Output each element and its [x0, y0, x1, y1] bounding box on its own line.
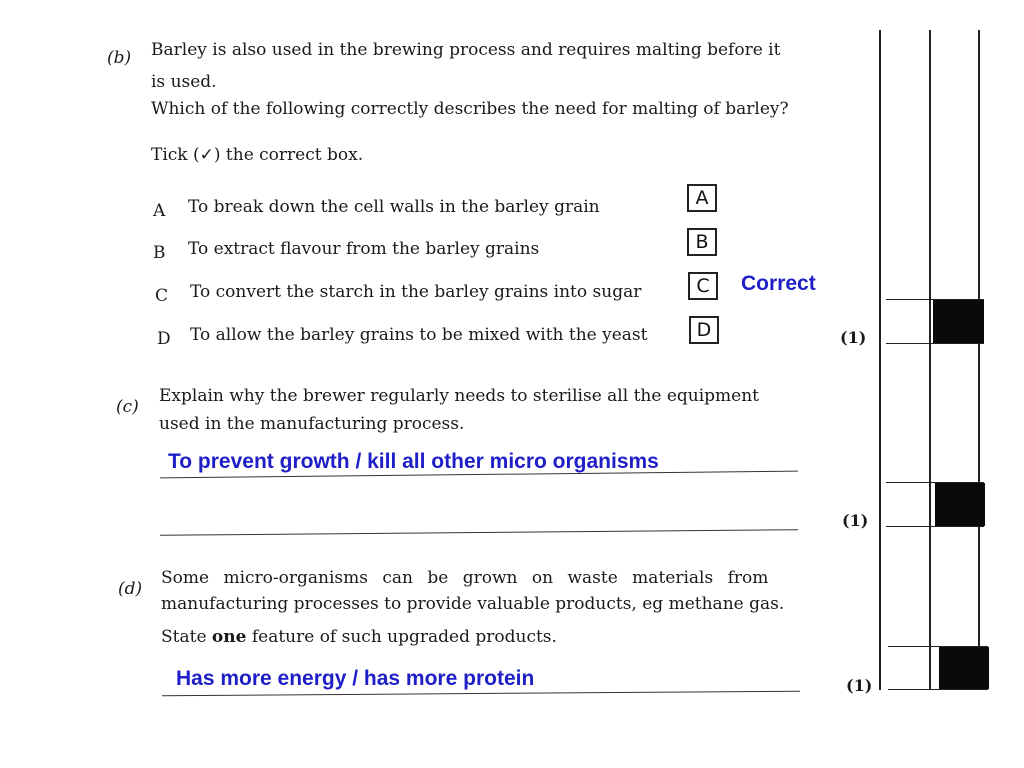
marks-cell-b-shaded	[933, 300, 984, 343]
correct-annotation: Correct	[741, 272, 816, 295]
marks-grid-line-3	[978, 30, 980, 690]
option-d-text: To allow the barley grains to be mixed with the yeast	[190, 325, 648, 345]
part-c-line1: Explain why the brewer regularly needs to sterilise all the equipment	[159, 386, 759, 406]
option-d-letter: D	[157, 329, 171, 349]
part-d-line2: manufacturing processes to provide valuable products, eg methane gas.	[161, 594, 785, 614]
part-d-label: (d)	[118, 579, 143, 599]
part-c-answer[interactable]: To prevent growth / kill all other micro organisms	[168, 450, 659, 473]
marks-row-b-bottom	[886, 343, 984, 344]
part-c-answer-line-2	[160, 529, 798, 536]
part-b-marks: (1)	[840, 328, 867, 347]
option-b-box[interactable]: B	[687, 228, 717, 256]
option-c-letter: C	[155, 286, 169, 306]
part-c-marks: (1)	[842, 511, 869, 530]
part-c-label: (c)	[116, 397, 139, 417]
part-b-label: (b)	[107, 48, 132, 68]
marks-row-c-bottom	[886, 526, 984, 527]
option-c-text: To convert the starch in the barley grains into sugar	[190, 282, 642, 302]
part-d-answer[interactable]: Has more energy / has more protein	[176, 667, 535, 690]
option-b-text: To extract flavour from the barley grains	[188, 239, 540, 259]
part-b-line2: is used.	[151, 72, 217, 92]
part-c-line2: used in the manufacturing process.	[159, 414, 465, 434]
part-b-question: Which of the following correctly describes the need for malting of barley?	[151, 99, 789, 119]
part-b-instruction: Tick (✓) the correct box.	[151, 145, 364, 165]
option-c-box[interactable]: C	[688, 272, 718, 300]
option-b-letter: B	[153, 243, 166, 263]
part-d-answer-line	[162, 691, 800, 696]
part-d-line3: State one feature of such upgraded products.	[161, 627, 557, 647]
part-b-line1: Barley is also used in the brewing process and requires malting before it	[151, 40, 781, 60]
part-d-line1: Some micro-organisms can be grown on waste materials from	[161, 568, 769, 588]
marks-grid-line-2	[929, 30, 931, 690]
part-d-marks: (1)	[846, 676, 873, 695]
marks-row-d-bottom	[888, 689, 988, 690]
option-a-text: To break down the cell walls in the barley grain	[188, 197, 600, 217]
marks-grid-line-1	[879, 30, 881, 690]
option-a-box[interactable]: A	[687, 184, 717, 212]
option-a-letter: A	[153, 201, 166, 221]
marks-cell-c-shaded	[935, 483, 985, 526]
marks-cell-d-shaded	[939, 647, 989, 689]
emphasis-one: one	[211, 627, 247, 647]
option-d-box[interactable]: D	[689, 316, 719, 344]
